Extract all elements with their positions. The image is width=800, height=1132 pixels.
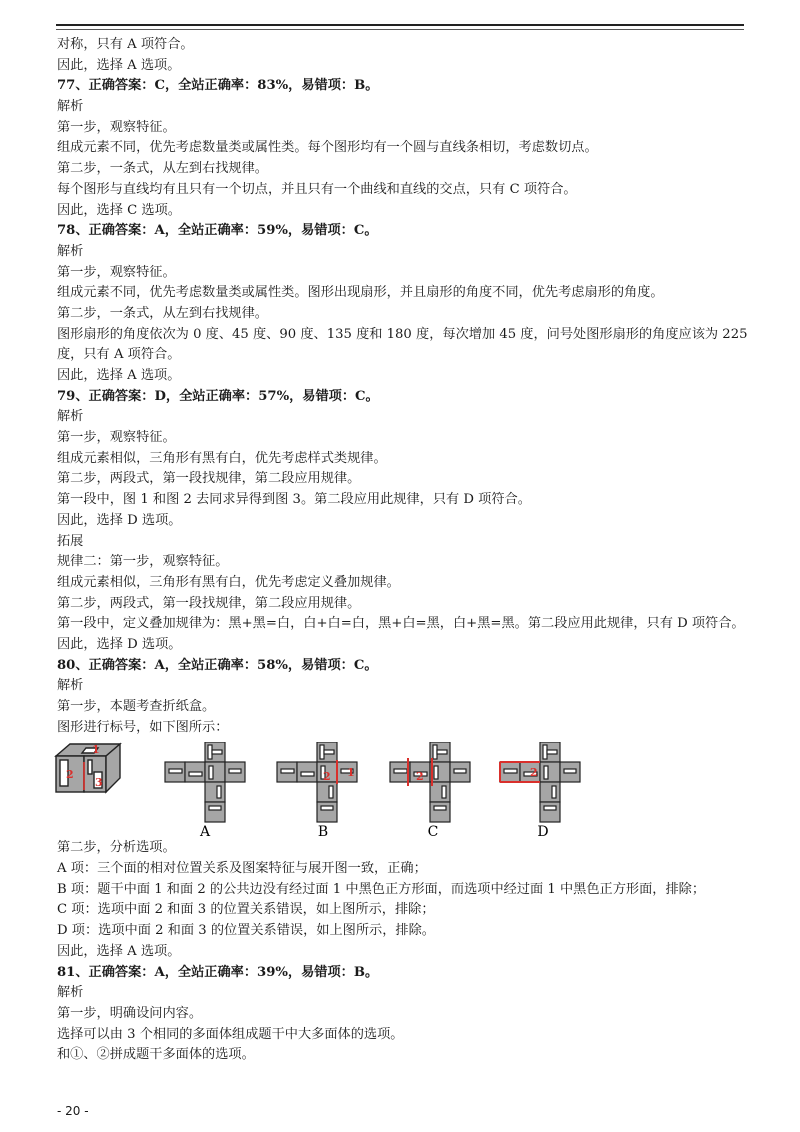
text-line: 第二步，一条式，从左到右找规律。 [57, 305, 268, 321]
text-line: 组成元素相似，三角形有黑有白，优先考虑定义叠加规律。 [57, 574, 400, 590]
text-line: A 项：三个面的相对位置关系及图案特征与展开图一致，正确； [57, 861, 427, 877]
cube-label-3: 3 [95, 776, 103, 790]
cube-label-1: 1 [92, 743, 100, 757]
text-line: 第一步，观察特征。 [57, 430, 176, 446]
header-rule [56, 24, 744, 26]
answer-heading-78: 78、正确答案：A，全站正确率：59%，易错项：C。 [57, 223, 378, 239]
page-content [57, 35, 757, 1066]
text-line: 组成元素相似，三角形有黑有白，优先考虑样式类规律。 [57, 450, 387, 466]
option-label-a: A [199, 824, 211, 839]
text-line: 第一步，本题考查折纸盒。 [57, 699, 216, 714]
page-number: - 20 - [57, 1104, 89, 1118]
text-line: 因此，选择 A 选项。 [57, 57, 181, 73]
folding-box-figures [57, 742, 757, 838]
text-line: 第二步，两段式，第一段找规律，第二段应用规律。 [57, 595, 361, 611]
text-line: 图形进行标号，如下图所示： [57, 719, 229, 735]
text-line: 度，只有 A 项符合。 [57, 347, 181, 363]
answer-heading-81: 81、正确答案：A，全站正确率：39%，易错项：B。 [57, 964, 379, 980]
text-line: 因此，选择 D 选项。 [57, 512, 182, 528]
text-line: 第一段中，图 1 和图 2 去同求异得到图 3。第二段应用此规律，只有 D 项符合。 [57, 492, 531, 508]
answer-heading-80: 80、正确答案：A，全站正确率：58%，易错项：C。 [57, 657, 378, 673]
option-label-d: D [537, 824, 549, 839]
net-option-d [500, 742, 580, 822]
text-line: 选择可以由 3 个相同的多面体组成题干中大多面体的选项。 [57, 1026, 404, 1042]
option-label-c: C [427, 824, 439, 839]
text-line: 第一段中，定义叠加规律为：黑+黑=白，白+白=白，黑+白=黑，白+黑=黑。第二段应用此规律，只有 D 项符合。 [57, 616, 745, 632]
text-line: C 项：选项中面 2 和面 3 的位置关系错误，如上图所示，排除； [57, 902, 435, 918]
text-line: 第二步，一条式，从左到右找规律。 [57, 161, 268, 177]
text-line: 每个图形与直线均有且只有一个切点，并且只有一个曲线和直线的交点，只有 C 项符合。 [57, 181, 577, 197]
answer-heading-77: 77、正确答案：C，全站正确率：83%，易错项：B。 [57, 78, 379, 94]
text-line: 解析 [57, 243, 84, 259]
option-label-b: B [317, 824, 329, 839]
text-line: 第二步，分析选项。 [57, 840, 176, 856]
text-line: 组成元素不同，优先考虑数量类或属性类。每个图形均有一个圆与直线条相切，考虑数切点。 [57, 140, 598, 156]
text-line: 解析 [57, 409, 84, 425]
text-line: D 项：选项中面 2 和面 3 的位置关系错误，如上图所示，排除。 [57, 923, 435, 939]
text-line: 拓展 [57, 533, 84, 549]
net-c-label-2: 2 [416, 770, 424, 784]
text-line: 第一步，观察特征。 [57, 264, 176, 280]
text-line: 第一步，观察特征。 [57, 119, 176, 135]
figures-svg [0, 742, 800, 838]
net-b-label-2: 2 [323, 770, 331, 784]
text-line: 第二步，两段式，第一段找规律，第二段应用规律。 [57, 471, 361, 487]
net-option-a [165, 742, 245, 822]
text-line: 解析 [57, 985, 84, 1001]
text-line: 解析 [57, 99, 84, 115]
text-line: 和①、②拼成题干多面体的选项。 [57, 1047, 255, 1063]
text-line: 第一步，明确设问内容。 [57, 1005, 203, 1021]
text-line: B 项：题干中面 1 和面 2 的公共边没有经过面 1 中黑色正方形面，而选项中经过面 1 中黑色正方形面，排除； [57, 881, 706, 897]
text-line: 组成元素不同，优先考虑数量类或属性类。图形出现扇形，并且扇形的角度不同，优先考虑扇形的角度。 [57, 285, 664, 301]
text-line: 因此，选择 D 选项。 [57, 636, 182, 652]
net-d-label-2: 2 [530, 766, 538, 780]
header-rule-thin [56, 29, 744, 30]
text-line: 因此，选择 A 选项。 [57, 943, 181, 959]
text-line: 解析 [57, 678, 84, 694]
net-option-b [277, 742, 357, 822]
text-line: 因此，选择 C 选项。 [57, 202, 181, 218]
text-line: 规律二：第一步，观察特征。 [57, 554, 229, 570]
net-option-c [390, 742, 470, 822]
text-line: 因此，选择 A 选项。 [57, 368, 181, 383]
cube-label-2: 2 [66, 768, 74, 782]
net-b-label-1: 1 [347, 766, 355, 780]
answer-heading-79: 79、正确答案：D，全站正确率：57%，易错项：C。 [57, 388, 379, 404]
text-line: 对称，只有 A 项符合。 [57, 37, 194, 52]
text-line: 图形扇形的角度依次为 0 度、45 度、90 度、135 度和 180 度，每次增加 45 度，问号处图形扇形的角度应该为 225 [57, 326, 748, 342]
